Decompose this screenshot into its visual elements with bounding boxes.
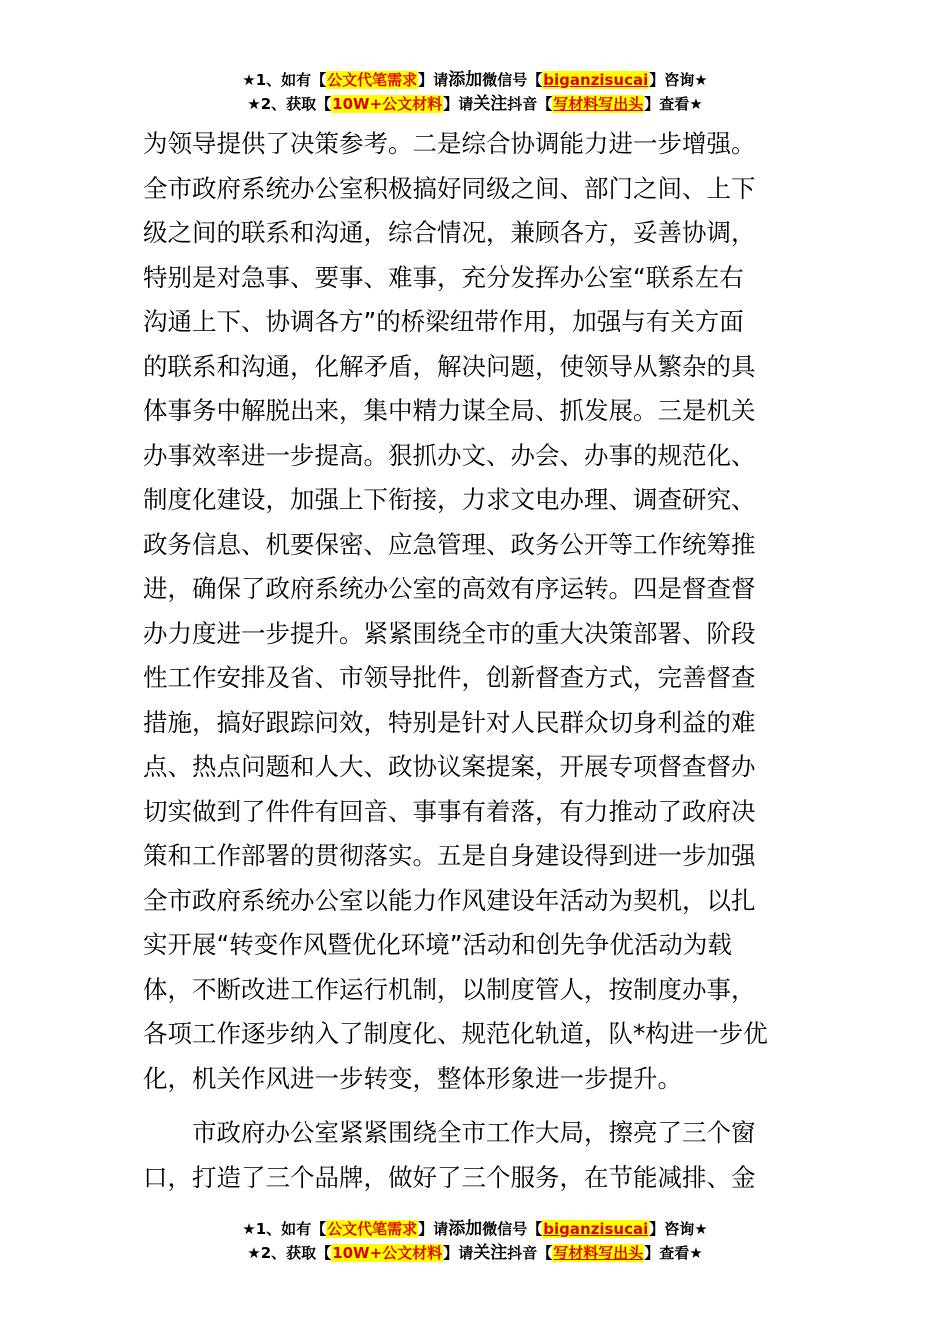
banner-text: 】请 (418, 71, 449, 89)
highlight-materials: 10W+公文材料 (332, 95, 443, 113)
body-line: 沟通上下、协调各方”的桥梁纽带作用，加强与有关方面 (143, 307, 744, 336)
body-line: 实开展“转变作风暨优化环境”活动和创先争优活动为载 (143, 930, 732, 959)
body-line: 体，不断改进工作运行机制，以制度管人，按制度办事， (143, 974, 756, 1004)
header-banner (0, 68, 950, 116)
banner-text: 】咨询 (649, 71, 695, 89)
body-line: 办事效率进一步提高。狠抓办文、办会、办事的规范化、 (143, 440, 756, 470)
document-body (143, 122, 808, 1200)
highlight-materials: 10W+公文材料 (332, 1244, 443, 1262)
star-icon: ★ (689, 1244, 703, 1262)
highlight-service: 公文代笔需求 (327, 71, 418, 89)
body-line: 市政府办公室紧紧围绕全市工作大局，擦亮了三个窗 (192, 1118, 756, 1147)
star-icon: ★ (247, 95, 261, 113)
body-line: 措施，搞好跟踪问效，特别是针对人民群众切身利益的难 (143, 707, 756, 737)
body-line: 各项工作逐步纳入了制度化、规范化轨道，队*构进一步优 (143, 1019, 768, 1048)
body-line: 特别是对急事、要事、难事，充分发挥办公室“联系左右 (143, 262, 744, 292)
star-icon: ★ (694, 1220, 708, 1238)
body-line: 的联系和沟通，化解矛盾，解决问题，使领导从繁杂的具 (143, 351, 756, 381)
body-line: 策和工作部署的贯彻落实。五是自身建设得到进一步加强 (143, 841, 756, 870)
banner-text: 】请 (443, 95, 474, 113)
wechat-id-link[interactable]: biganzisucai (543, 71, 649, 89)
wechat-id-link[interactable]: biganzisucai (543, 1220, 649, 1238)
banner-text: 抖音【 (507, 1244, 553, 1262)
banner-text: 】请 (443, 1244, 474, 1262)
banner-text: 】查看 (644, 95, 690, 113)
body-line: 制度化建设，加强上下衔接，力求文电办理、调查研究、 (143, 485, 756, 514)
body-line: 点、热点问题和人大、政协议案提案，开展专项督查督办 (143, 752, 756, 781)
body-line: 体事务中解脱出来，集中精力谋全局、抓发展。三是机关 (143, 396, 756, 425)
body-line: 办力度进一步提升。紧紧围绕全市的重大决策部署、阶段 (143, 618, 756, 648)
body-line: 全市政府系统办公室积极搞好同级之间、部门之间、上下 (143, 173, 756, 203)
banner-text: 】咨询 (649, 1220, 695, 1238)
douyin-id-link[interactable]: 写材料写出头 (553, 95, 644, 113)
banner-text: 】请 (418, 1220, 449, 1238)
highlight-service: 公文代笔需求 (327, 1220, 418, 1238)
star-icon: ★ (694, 71, 708, 89)
banner-line-2 (0, 92, 950, 116)
banner-text: 抖音【 (507, 95, 553, 113)
banner-emphasis: 添加 (448, 1219, 483, 1239)
paragraph-gap (143, 1101, 808, 1111)
banner-text: 2、获取【 (260, 95, 332, 113)
body-line: 口，打造了三个品牌，做好了三个服务，在节能减排、金 (143, 1162, 756, 1192)
body-line: 切实做到了件件有回音、事事有着落，有力推动了政府决 (143, 796, 756, 826)
body-line: 政务信息、机要保密、应急管理、政务公开等工作统筹推 (143, 529, 756, 559)
star-icon: ★ (689, 95, 703, 113)
body-line: 为领导提供了决策参考。二是综合协调能力进一步增强。 (143, 129, 756, 158)
banner-emphasis: 关注 (473, 1243, 508, 1263)
banner-emphasis: 关注 (473, 94, 508, 114)
star-icon: ★ (242, 71, 256, 89)
body-line: 化，机关作风进一步转变，整体形象进一步提升。 (143, 1063, 682, 1093)
banner-line-2 (0, 1241, 950, 1265)
banner-text: 1、如有【 (255, 1220, 327, 1238)
body-line: 性工作安排及省、市领导批件，创新督查方式，完善督查 (143, 663, 756, 692)
body-line: 级之间的联系和沟通，综合情况，兼顾各方，妥善协调， (143, 218, 756, 247)
banner-emphasis: 添加 (448, 70, 483, 90)
body-line: 全市政府系统办公室以能力作风建设年活动为契机，以扎 (143, 885, 756, 915)
banner-text: 微信号【 (482, 71, 543, 89)
banner-text: 2、获取【 (260, 1244, 332, 1262)
banner-text: 1、如有【 (255, 71, 327, 89)
star-icon: ★ (242, 1220, 256, 1238)
body-line: 进，确保了政府系统办公室的高效有序运转。四是督查督 (143, 574, 756, 603)
banner-text: 微信号【 (482, 1220, 543, 1238)
banner-line-1 (0, 1217, 950, 1241)
banner-line-1 (0, 68, 950, 92)
footer-banner (0, 1217, 950, 1265)
douyin-id-link[interactable]: 写材料写出头 (553, 1244, 644, 1262)
star-icon: ★ (247, 1244, 261, 1262)
banner-text: 】查看 (644, 1244, 690, 1262)
